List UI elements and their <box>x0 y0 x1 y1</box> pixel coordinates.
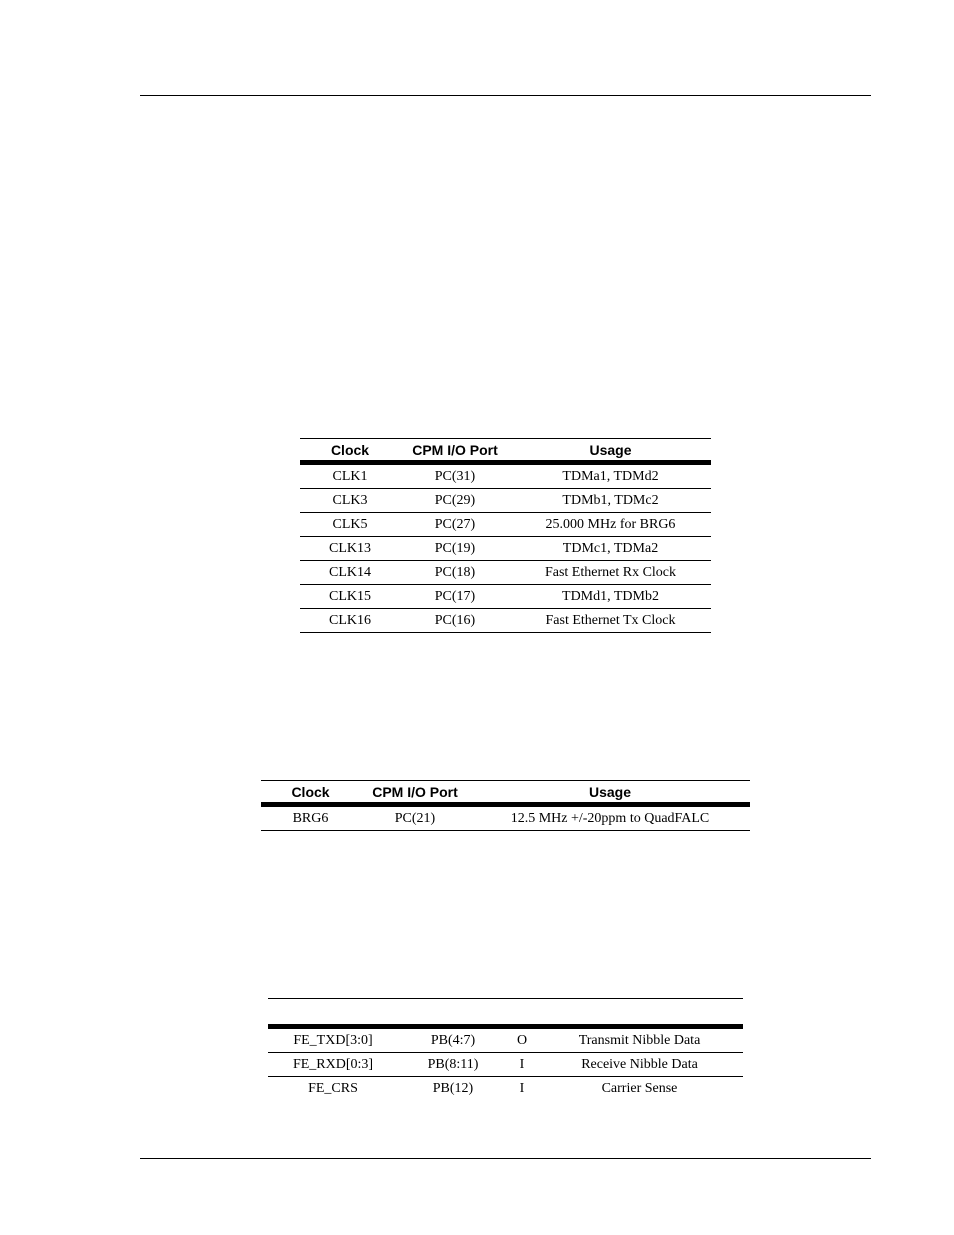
column-header-port <box>398 999 508 1027</box>
cell-clock: CLK14 <box>300 561 400 585</box>
table-row <box>300 489 711 513</box>
clock-port-table <box>300 438 711 633</box>
cell-usage: 25.000 MHz for BRG6 <box>510 513 711 537</box>
table-row <box>268 1053 743 1077</box>
cell-port: PC(29) <box>400 489 510 513</box>
cell-usage: TDMc1, TDMa2 <box>510 537 711 561</box>
cell-port: PC(17) <box>400 585 510 609</box>
table-row <box>268 1077 743 1101</box>
cell-usage: TDMa1, TDMd2 <box>510 463 711 489</box>
cell-port: PB(12) <box>432 1080 474 1096</box>
cell-clock: CLK13 <box>300 537 400 561</box>
table-header-row <box>261 781 750 805</box>
cell-usage: TDMd1, TDMb2 <box>510 585 711 609</box>
cell-signal: FE_RXD[0:3] <box>268 1053 398 1077</box>
column-header-clock: Clock <box>261 781 360 805</box>
cell-clock: CLK5 <box>300 513 400 537</box>
footer-rule <box>140 1158 871 1159</box>
column-header-cpm-io-port: CPM I/O Port <box>400 439 510 463</box>
table-row <box>300 463 711 489</box>
cell-direction: I <box>508 1053 536 1077</box>
cell-description: Transmit Nibble Data <box>536 1027 743 1053</box>
cell-direction: I <box>519 1080 525 1096</box>
cell-clock: CLK1 <box>300 463 400 489</box>
header-rule <box>140 95 871 96</box>
table-row <box>300 585 711 609</box>
cell-port: PB(4:7) <box>398 1027 508 1053</box>
cell-port: PC(27) <box>400 513 510 537</box>
cell-clock: BRG6 <box>261 805 360 831</box>
column-header-direction <box>508 999 536 1027</box>
cell-port: PC(31) <box>400 463 510 489</box>
column-header-usage: Usage <box>510 439 711 463</box>
cell-clock: CLK3 <box>300 489 400 513</box>
table-row <box>300 537 711 561</box>
cell-description: Carrier Sense <box>601 1080 678 1096</box>
cell-description: Receive Nibble Data <box>536 1053 743 1077</box>
cell-usage: Fast Ethernet Tx Clock <box>510 609 711 633</box>
table-row <box>300 609 711 633</box>
cell-signal: FE_CRS <box>308 1080 358 1096</box>
cell-usage: Fast Ethernet Rx Clock <box>510 561 711 585</box>
cell-port: PC(18) <box>400 561 510 585</box>
table-row <box>261 805 750 831</box>
column-header-signal <box>268 999 398 1027</box>
table-row <box>300 561 711 585</box>
column-header-clock: Clock <box>300 439 400 463</box>
table-row <box>300 513 711 537</box>
cell-port: PB(8:11) <box>398 1053 508 1077</box>
fast-ethernet-signal-table <box>268 998 743 1100</box>
cell-clock: CLK15 <box>300 585 400 609</box>
cell-port: PC(19) <box>400 537 510 561</box>
cell-clock: CLK16 <box>300 609 400 633</box>
cell-direction: O <box>508 1027 536 1053</box>
cell-usage: 12.5 MHz +/-20ppm to QuadFALC <box>470 805 750 831</box>
cell-port: PC(21) <box>360 805 470 831</box>
cell-signal: FE_TXD[3:0] <box>268 1027 398 1053</box>
cell-usage: TDMb1, TDMc2 <box>510 489 711 513</box>
column-header-usage: Usage <box>470 781 750 805</box>
cell-port: PC(16) <box>400 609 510 633</box>
column-header-cpm-io-port: CPM I/O Port <box>360 781 470 805</box>
brg-port-table <box>261 780 750 831</box>
column-header-description <box>536 999 743 1027</box>
table-row <box>268 1027 743 1053</box>
table-header-row <box>268 999 743 1027</box>
table-header-row <box>300 439 711 463</box>
